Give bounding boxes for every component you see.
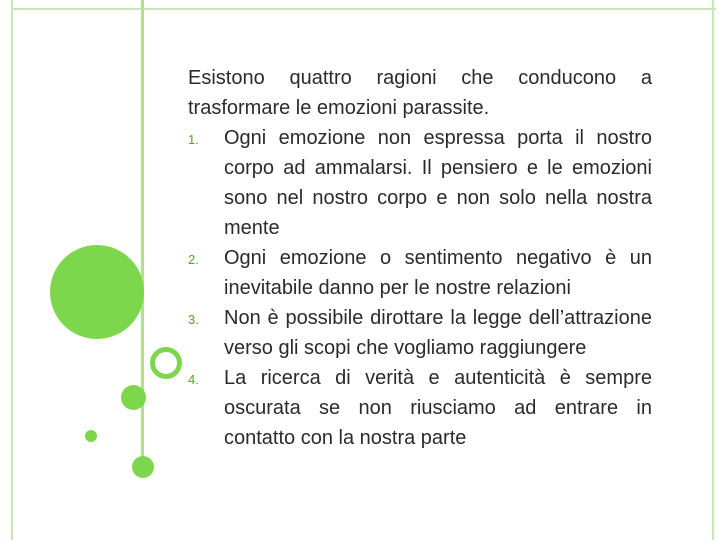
frame-line-right [712,0,714,540]
list-item-number: 1. [188,132,199,147]
list-item [188,303,652,363]
decorative-circle-small [85,430,97,442]
list-item-text: La ricerca di verità e autenticità è sempre oscurata se non riusciamo ad entrare in contatto con la nostra parte [224,367,652,449]
decorative-circle-dot [132,456,154,478]
reasons-list [188,123,652,453]
list-item-text: Ogni emozione non espressa porta il nostro corpo ad ammalarsi. Il pensiero e le emozioni sono nel nostro corpo e non solo nella nostra mente [224,127,652,239]
list-item-number: 3. [188,312,199,327]
list-item-number: 4. [188,372,199,387]
list-item [188,243,652,303]
decorative-circle-large [50,245,144,339]
frame-line-left [11,0,13,540]
frame-line-top [11,8,716,10]
list-item-number: 2. [188,252,199,267]
list-item-text: Non è possibile dirottare la legge dell’attrazione verso gli scopi che vogliamo raggiungere [224,307,652,359]
list-item-text: Ogni emozione o sentimento negativo è un inevitabile danno per le nostre relazioni [224,247,652,299]
intro-text: Esistono quattro ragioni che conducono a trasformare le emozioni parassite. [188,67,652,119]
decorative-circle-medium [121,385,146,410]
decorative-ring [150,347,182,379]
list-item [188,123,652,243]
slide-content [188,63,652,453]
list-item [188,363,652,453]
